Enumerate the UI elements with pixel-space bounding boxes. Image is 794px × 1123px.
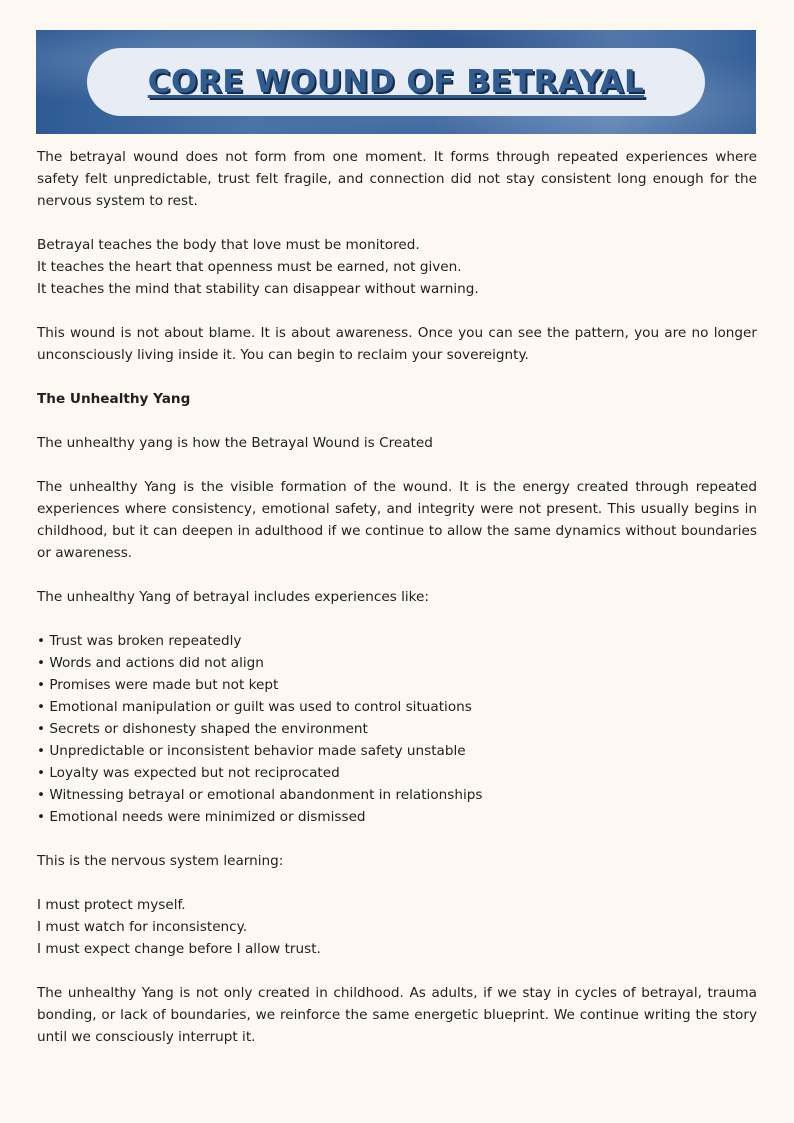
learning-line: I must protect myself.	[37, 897, 186, 913]
section-subheading: The unhealthy yang is how the Betrayal Wound is Created	[37, 435, 433, 451]
list-item: • Promises were made but not kept	[37, 674, 757, 696]
list-item: • Unpredictable or inconsistent behavior made safety unstable	[37, 740, 757, 762]
learning-lines	[37, 894, 757, 960]
page-title: CORE WOUND OF BETRAYAL	[147, 64, 645, 100]
intro-line: It teaches the mind that stability can disappear without warning.	[37, 281, 479, 297]
title-banner	[36, 30, 756, 134]
list-item: • Words and actions did not align	[37, 652, 757, 674]
intro-paragraph-2: This wound is not about blame. It is about awareness. Once you can see the pattern, you are no longer unconsciously living inside it. You can begin to reclaim your sovereignty.	[37, 325, 757, 363]
list-item: • Emotional manipulation or guilt was used to control situations	[37, 696, 757, 718]
section-paragraph-1: The unhealthy Yang is the visible formation of the wound. It is the energy created through repeated experiences where consistency, emotional safety, and integrity were not present. This usually begins in childhood, but it can deepen in adulthood if we continue to allow the same dynamics without boundaries or awareness.	[37, 479, 757, 561]
learning-line: I must expect change before I allow trust.	[37, 941, 321, 957]
list-item: • Secrets or dishonesty shaped the environment	[37, 718, 757, 740]
list-item: • Witnessing betrayal or emotional abandonment in relationships	[37, 784, 757, 806]
learning-line: I must watch for inconsistency.	[37, 919, 248, 935]
experience-list	[37, 630, 757, 828]
list-item: • Emotional needs were minimized or dismissed	[37, 806, 757, 828]
intro-lines	[37, 234, 757, 300]
list-item: • Trust was broken repeatedly	[37, 630, 757, 652]
closing-paragraph: The unhealthy Yang is not only created in childhood. As adults, if we stay in cycles of betrayal, trauma bonding, or lack of boundaries, we reinforce the same energetic blueprint. We continue writing the story until we consciously interrupt it.	[37, 985, 757, 1045]
section-heading: The Unhealthy Yang	[37, 391, 191, 407]
list-intro: The unhealthy Yang of betrayal includes experiences like:	[37, 589, 429, 605]
title-pill	[87, 48, 705, 116]
intro-line: Betrayal teaches the body that love must be monitored.	[37, 237, 420, 253]
list-item: • Loyalty was expected but not reciprocated	[37, 762, 757, 784]
learning-intro: This is the nervous system learning:	[37, 853, 284, 869]
intro-line: It teaches the heart that openness must be earned, not given.	[37, 259, 462, 275]
document-body	[37, 146, 757, 1070]
intro-paragraph-1: The betrayal wound does not form from one moment. It forms through repeated experiences where safety felt unpredictable, trust felt fragile, and connection did not stay consistent long enough for the nervous system to rest.	[37, 149, 757, 209]
